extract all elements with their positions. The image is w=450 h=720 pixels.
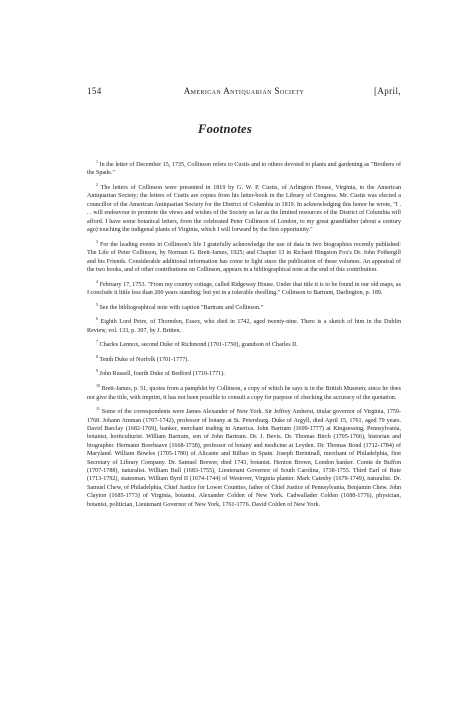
footnote-text: John Russell, fourth Duke of Bedford (1710-1771). <box>98 371 225 378</box>
footnote-mark: 11 <box>96 406 100 412</box>
footnote-mark: 2 <box>96 182 98 188</box>
footnote-text: For the leading events in Collinson's life I gratefully acknowledge the use of data in two biographies recently published: The Life of Peter Collinson, by Norman G. Brett-James, 1925; and Chapter 13 in Richard Hingston Fox's Dr. John Fothergill and his Friends. Considerable additional information has come to light since the publication of these volumes. An appraisal of the two books, and of other contributions on Collinson, appears in a bibliographical note at the end of this contribution. <box>87 241 401 273</box>
footnote-mark: 6 <box>96 316 98 322</box>
footnote <box>87 338 401 349</box>
footnote-mark: 7 <box>96 339 98 345</box>
footnote <box>87 158 401 178</box>
footnote-text: Some of the correspondents were James Alexander of New York. Sir Jeffrey Amherst, titular governor of Virginia, 1759-1768. Johann Amman (1707-1742), professor of botany at St. Petersburg. Duke of Argyll, died April 15, 1761, aged 79 years. David Barclay (1682-1769), banker, merchant trading in America. John Bartram (1699-1777) at Kingsessing, Pennsylvania, botanist, horticulturist. William Bartram, son of John Bartram. Dr. J. Bevis. Dr. Thomas Birch (1705-1766), historian and biographer. Hermann Boerhaave (1668-1738), professor of botany and medicine at Leyden. Dr. Thomas Bond (1712-1784) of Maryland. William Bowles (1705-1780) of Alicante and Bilbao in Spain. Joseph Breintnall, merchant of Philadelphia, first Secretary of Library Company. Dr. Samuel Brewer, died 1743, botanist. Henton Brown, London banker. Comte de Buffon (1707-1788), naturalist. William Bull (1683-1755), Lieutenant Governor of South Carolina, 1738-1755. Third Earl of Bute (1713-1792), statesman. William Byrd II (1674-1744) of Westover, Virginia planter. Mark Catesby (1679-1749), naturalist. Dr. Samuel Chew, of Philadelphia, Chief Justice for Lower Counties, father of Chief Justice of Pennsylvania, Benjamin Chew. John Clayton (1685-1773) of Virginia, botanist. Alexander Colden of New York. Cadwallader Colden (1688-1776), physician, botanist, politician, Lieutenant Governor of New York, 1761-1776. David Colden of New York. <box>87 409 401 508</box>
footnote-mark: 8 <box>96 353 98 359</box>
footnote-text: See the bibliographical note with caption "Bartram and Collinson." <box>98 304 264 311</box>
footnote <box>87 315 401 335</box>
footnote-mark: 9 <box>96 368 98 374</box>
footnote-text: Tenth Duke of Norfolk (1701-1777). <box>98 356 189 363</box>
footnote-text: In the letter of December 15, 1735, Collinson refers to Custis and to others devoted to plants and gardening as "Brothers of the Spade." <box>87 162 401 177</box>
footnote <box>87 238 401 275</box>
footnote-text: Brett-James, p. 51, quotes from a pamphlet by Collinson, a copy of which he says is in the British Museum; since he does not give the title, with imprint, it has not been possible to consult a copy for purpose of checking the accuracy of the quotation. <box>87 386 401 401</box>
footnote <box>87 301 401 312</box>
running-title: American Antiquarian Society <box>183 86 305 96</box>
footnote <box>87 181 401 234</box>
issue-date: [April, <box>373 86 401 96</box>
running-header <box>87 86 401 100</box>
footnotes-list <box>87 158 401 512</box>
footnote-text: Charles Lennox, second Duke of Richmond (1701-1750), grandson of Charles II. <box>98 342 298 349</box>
footnote-mark: 4 <box>96 278 98 284</box>
footnote-mark: 3 <box>96 238 98 244</box>
footnote-text: February 17, 1753. "From my country cottage, called Ridgeway House. Under that title it is to be found in our old maps, as I conclude it little less than 200 years standing; but yet in a tolerable dwelling." Collinson to Bartram, Darlington, p. 189. <box>87 281 401 296</box>
page-number: 154 <box>87 86 102 96</box>
footnote-text: The letters of Collinson were presented in 1819 by G. W. P. Custis, of Arlington House, Virginia, to the American Antiquarian Society; the letters of Custis are copies from his letter-book in the Library of Congress. Mr. Custis was elected a councillor of the American Antiquarian Society for the District of Columbia in 1819. In acknowledging this honor he wrote, "I . . . will endeavour to promote the views and wishes of the Society as far as the limited resources of the District of Columbia will afford. I have some botanical letters, from the celebrated Peter Collinson of London, to my great grandfather (about a century ago) touching the indigenal plants of Virginia, which I will forward by the first opportunity." <box>87 185 401 234</box>
footnote <box>87 353 401 364</box>
footnote <box>87 367 401 378</box>
footnote <box>87 405 401 509</box>
footnote-mark: 10 <box>96 383 100 389</box>
footnote-mark: 5 <box>96 301 98 307</box>
footnote-text: Eighth Lord Petre, of Thorndon, Essex, who died in 1742, aged twenty-nine. There is a sketch of him in the Dublin Review, vol. 133, p. 307, by J. Britten. <box>87 319 401 334</box>
footnote-mark: 1 <box>96 159 98 164</box>
section-title: Footnotes <box>197 122 253 136</box>
footnote <box>87 382 401 402</box>
footnote <box>87 278 401 298</box>
